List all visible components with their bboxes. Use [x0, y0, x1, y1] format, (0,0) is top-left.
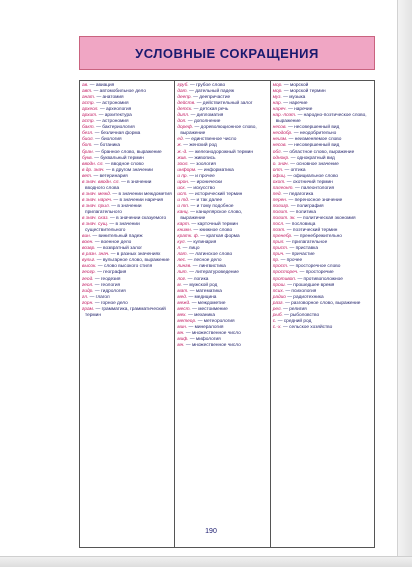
abbreviation-definition: — литературоведение	[187, 270, 239, 276]
abbreviation-definition: — лингвистика	[191, 264, 226, 270]
abbreviation-definition: — биология	[93, 137, 122, 143]
abbreviation-term: ирон.	[177, 179, 190, 185]
abbreviation-term: прист.	[272, 246, 289, 252]
abbreviation-definition: — мифология	[188, 336, 221, 342]
abbreviation-term: несов.	[272, 143, 287, 149]
abbreviation-definition: — искусство	[185, 185, 215, 191]
abbreviation-term: анат.	[82, 95, 96, 101]
abbreviation-term: мед.	[177, 294, 188, 300]
abbreviation-definition: — средний род	[276, 318, 312, 324]
abbreviation-definition: — грубое слово	[188, 83, 226, 88]
abbreviation-term: в знач. сказ.	[82, 216, 109, 222]
abbreviation-definition: — неизменяемое слово	[287, 137, 342, 143]
abbreviation-term: нареч.	[272, 107, 287, 113]
abbreviation-term: офиц.	[272, 173, 287, 179]
abbreviation-definition: — вульгарное слово, выражение	[95, 258, 170, 264]
abbreviation-definition: — зоология	[188, 161, 216, 167]
abbreviation-definition: — народно-поэтическое слово, выражение	[275, 113, 367, 125]
abbreviation-definition: — и прочее	[187, 173, 215, 179]
abbreviation-entry	[177, 125, 267, 137]
abbreviations-table	[79, 80, 375, 548]
page-number: 190	[205, 528, 217, 535]
abbreviation-definition: — однократный вид	[289, 155, 335, 161]
abbreviation-term: вин.	[82, 234, 92, 240]
abbreviation-entry	[82, 222, 172, 234]
abbreviation-term: мин.	[177, 324, 188, 330]
abbreviation-definition: — охотничий термин	[285, 179, 333, 185]
abbreviation-term: ж.	[177, 143, 182, 149]
abbreviation-term: книжн.	[177, 228, 193, 234]
page-title-banner	[79, 36, 375, 70]
abbreviation-term: ав.	[82, 83, 89, 88]
abbreviation-definition: — прилагательное	[284, 240, 328, 246]
abbreviation-definition: — астрономия	[94, 119, 129, 125]
abbreviation-definition: — междометие	[190, 300, 226, 306]
abbreviation-term: опт.	[272, 167, 284, 173]
abbreviation-definition: — ботаника	[92, 143, 121, 149]
abbreviation-term: муз.	[272, 95, 282, 101]
abbreviation-definition: — авиация	[88, 83, 115, 88]
abbreviation-definition: — информатика	[196, 167, 234, 173]
abbreviation-definition: — политика	[288, 209, 316, 215]
abbreviation-definition: — сельское хозяйство	[281, 324, 333, 330]
abbreviation-definition: — краткая форма	[199, 234, 240, 240]
abbreviation-term: палеонт.	[272, 185, 294, 191]
abbreviation-definition: — множественное число	[184, 330, 241, 336]
abbreviation-definition: — морской термин	[282, 89, 326, 95]
abbreviation-term: мех.	[177, 312, 187, 318]
abbreviation-definition: — действительный залог	[195, 101, 253, 107]
abbreviation-definition: — педагогика	[281, 191, 314, 197]
abbreviation-term: ист.	[177, 191, 188, 197]
abbreviation-term: лес.	[177, 258, 187, 264]
abbreviation-definition: — ветеринария	[92, 173, 128, 179]
abbreviation-definition: — лесное дело	[186, 258, 222, 264]
abbreviation-term: о. знач.	[272, 161, 289, 167]
abbreviation-term: дореф.	[177, 125, 194, 131]
abbreviation-term: противоп.	[272, 276, 297, 282]
abbreviation-definition: — исторический термин	[187, 191, 243, 197]
book-page-edge-bottom	[0, 556, 412, 567]
abbreviation-term: кратк. ф.	[177, 234, 200, 240]
abbreviation-term: межд.	[177, 300, 191, 306]
abbreviation-definition: — дореволюционное слово, выражение	[180, 125, 257, 137]
abbreviation-term: высок.	[82, 264, 97, 270]
abbreviation-definition: — политическая экономия	[295, 216, 356, 222]
abbreviation-definition: — мужской род	[181, 282, 218, 288]
abbreviation-term: астр.	[82, 101, 95, 107]
abbreviation-definition: — основное значение	[288, 161, 339, 167]
abbreviation-definition: — грамматика, грамматический термин	[85, 306, 166, 318]
abbreviation-definition: — палеонтология	[293, 185, 335, 191]
abbreviation-term: геогр.	[82, 270, 96, 276]
abbreviation-definition: — радиотехника	[285, 294, 324, 300]
abbreviation-definition: — геология	[93, 282, 121, 288]
abbreviation-definition: — множественное число	[184, 343, 241, 349]
abbreviation-term: деепр.	[177, 95, 192, 101]
abbreviation-term: л.	[177, 246, 182, 252]
abbreviation-term: поэт.	[272, 228, 286, 234]
abbreviation-term: лингв.	[177, 264, 192, 270]
abbreviation-definition: — карточный термин	[190, 222, 238, 228]
abbreviation-term: нар.	[272, 101, 282, 107]
abbreviation-definition: — несовершенный вид	[286, 125, 340, 131]
abbreviation-term: неизм.	[272, 137, 288, 143]
abbreviation-definition: — прочее	[279, 258, 303, 264]
abbreviation-definition: — география	[95, 270, 127, 276]
abbreviation-term: информ.	[177, 167, 197, 173]
abbreviation-term: карт.	[177, 222, 191, 228]
abbreviation-definition: — пренебрежительно	[292, 234, 342, 240]
abbreviation-term: лог.	[177, 276, 187, 282]
abbreviation-term: прич.	[272, 252, 285, 258]
abbreviation-term: пед.	[272, 191, 282, 197]
abbreviation-term: разг.	[272, 300, 284, 306]
abbreviation-term: в знач. прил.	[82, 203, 110, 209]
abbreviation-term: зоол.	[177, 161, 189, 167]
abbreviation-term: канц.	[177, 209, 189, 215]
abbreviation-term: гидр.	[82, 288, 94, 294]
book-page-edge	[397, 0, 412, 567]
abbreviation-term: рыб.	[272, 312, 283, 318]
abbreviation-definition: — областное слово, выражение	[281, 149, 355, 155]
abbreviation-term: охот.	[272, 179, 286, 185]
abbreviation-term: лат.	[177, 252, 188, 258]
abbreviation-term: прош.	[272, 282, 286, 288]
abbreviation-entry	[82, 204, 172, 216]
abbreviation-term: кул.	[177, 240, 186, 246]
abbreviation-term: дат.	[177, 89, 188, 95]
abbreviation-definition: — возвратный залог	[95, 246, 143, 252]
abbreviation-definition: — анатомия	[95, 95, 124, 101]
abbreviation-term: букв.	[82, 155, 93, 161]
abbreviation-term: мн.	[177, 330, 185, 336]
abbreviation-term: возвр.	[82, 246, 96, 252]
abbreviation-definition: — живопись	[187, 155, 216, 161]
abbreviation-definition: — бранное слово, выражение	[93, 149, 162, 155]
abbreviation-definition: — прошедшее время	[285, 282, 335, 288]
abbreviation-entry	[177, 343, 267, 349]
abbreviations-column-1	[80, 81, 175, 547]
abbreviation-term: в знач. сущ.	[82, 222, 109, 228]
abbreviation-definition: — дополнение	[186, 119, 221, 125]
abbreviation-definition: — официальное слово	[286, 173, 339, 179]
abbreviation-term: пренебр.	[272, 234, 293, 240]
abbreviation-definition: — дательный падеж	[187, 89, 235, 95]
abbreviation-term: и тп.	[177, 203, 190, 209]
abbreviation-definition: — астрономия	[94, 101, 129, 107]
abbreviation-term: рел.	[272, 306, 282, 312]
abbreviation-term: и тд.	[177, 197, 190, 203]
abbreviation-definition: — книжное слово	[192, 228, 233, 234]
abbreviation-definition: — наречие	[281, 101, 308, 107]
abbreviation-definition: — археология	[98, 107, 132, 113]
abbreviation-term: биол.	[82, 137, 94, 143]
abbreviation-term: псих.	[272, 288, 285, 294]
abbreviation-entry	[273, 113, 372, 125]
abbreviation-term: пр.	[272, 258, 280, 264]
abbreviation-term: в знач. вводн. сл.	[82, 179, 120, 185]
abbreviation-term: лит.	[177, 270, 188, 276]
abbreviation-term: перен.	[272, 197, 288, 203]
abbreviation-definition: — местоимение	[190, 306, 228, 312]
abbreviation-term: неодобр.	[272, 131, 293, 137]
abbreviation-term: ж.-д.	[177, 149, 188, 155]
abbreviation-term: груб.	[177, 83, 189, 88]
abbreviation-term: в знач. межд.	[82, 191, 112, 197]
abbreviation-definition: — в разных значениях	[109, 252, 161, 258]
abbreviation-term: прил.	[272, 240, 285, 246]
abbreviations-column-3	[271, 81, 374, 547]
abbreviation-definition: — музыка	[281, 95, 306, 101]
abbreviation-definition: — и тому подобное	[189, 203, 234, 209]
abbreviation-definition: — просторечное слово	[288, 264, 341, 270]
abbreviation-term: обл.	[272, 149, 282, 155]
abbreviation-definition: — гидрология	[93, 288, 126, 294]
abbreviation-term: несов.	[272, 125, 287, 131]
abbreviation-term: мн.	[177, 343, 185, 349]
abbreviation-definition: — безличная форма	[93, 131, 141, 137]
abbreviation-term: м.	[177, 282, 182, 288]
abbreviation-definition: — математика	[188, 288, 222, 294]
abbreviation-term: ед.	[177, 137, 184, 143]
abbreviation-term: нар.-поэт.	[272, 113, 297, 119]
abbreviation-term: полит.	[272, 209, 289, 215]
abbreviation-definition: — рыболовство	[282, 312, 320, 318]
page-title: УСЛОВНЫЕ СОКРАЩЕНИЯ	[135, 45, 319, 61]
abbreviation-definition: — горное дело	[93, 300, 128, 306]
abbreviation-term: вет.	[82, 173, 93, 179]
abbreviation-definition: — логика	[186, 276, 209, 282]
abbreviation-definition: — наречие	[286, 107, 313, 113]
abbreviation-definition: — минералогия	[187, 324, 224, 330]
abbreviation-term: безл.	[82, 131, 94, 137]
abbreviation-definition: — несовершенный вид	[286, 143, 340, 149]
abbreviation-definition: — поэтический термин	[285, 228, 338, 234]
abbreviation-term: астр.	[82, 119, 95, 125]
abbreviation-definition: — пословица	[284, 222, 316, 228]
abbreviation-entry	[82, 307, 172, 319]
abbreviation-definition: — неодобрительно	[292, 131, 337, 137]
abbreviation-definition: — архитектура	[97, 113, 132, 119]
abbreviation-term: архит.	[82, 113, 98, 119]
abbreviation-term: с.	[272, 318, 277, 324]
abbreviation-term: доп.	[177, 119, 187, 125]
abbreviation-definition: — железнодорожный термин	[187, 149, 253, 155]
abbreviation-definition: — женский род	[181, 143, 217, 149]
abbreviation-term: посл.	[272, 222, 285, 228]
abbreviation-definition: — механика	[186, 312, 216, 318]
abbreviation-term: прост.	[272, 264, 289, 270]
abbreviation-definition: — буквальный термин	[92, 155, 144, 161]
abbreviation-definition: — противоположное	[296, 276, 343, 282]
abbreviation-definition: — метеорология	[196, 318, 235, 324]
abbreviation-definition: — бактериология	[94, 125, 135, 131]
abbreviation-entry	[177, 210, 267, 222]
abbreviation-term: воен.	[82, 240, 94, 246]
abbreviation-term: гл.	[82, 294, 89, 300]
abbreviation-definition: — переносное значение	[287, 197, 343, 203]
abbreviation-term: бакт.	[82, 125, 95, 131]
abbreviation-definition: — медицина	[187, 294, 217, 300]
abbreviation-definition: — психология	[284, 288, 317, 294]
abbreviation-definition: — просторечие	[298, 270, 334, 276]
abbreviation-definition: — дипломатия	[189, 113, 224, 119]
abbreviation-definition: — морской	[282, 83, 309, 88]
abbreviation-definition: — винительный падеж	[91, 234, 143, 240]
abbreviation-term: дипл.	[177, 113, 190, 119]
abbreviation-definition: — в значении вводного слова	[85, 179, 152, 191]
abbreviation-term: в разн. знач.	[82, 252, 110, 258]
abbreviation-term: однокр.	[272, 155, 290, 161]
abbreviation-definition: — слово высокого стиля	[96, 264, 153, 270]
abbreviation-term: детск.	[177, 107, 193, 113]
abbreviation-definition: — приставка	[288, 246, 318, 252]
abbreviation-term: авт.	[82, 89, 93, 95]
abbreviation-definition: — религия	[281, 306, 307, 312]
abbreviation-definition: — автомобильное дело	[92, 89, 146, 95]
abbreviation-term: жив.	[177, 155, 188, 161]
abbreviation-term: мор.	[272, 89, 283, 95]
abbreviation-term: мат.	[177, 288, 189, 294]
abbreviation-definition: — единственное число	[183, 137, 237, 143]
abbreviation-definition: — вводное слово	[103, 161, 144, 167]
abbreviation-term: в др. знач.	[82, 167, 105, 173]
abbreviation-term: миф.	[177, 336, 189, 342]
abbreviation-definition: — геодезия	[93, 276, 121, 282]
abbreviation-definition: — причастие	[284, 252, 315, 258]
abbreviation-entry	[273, 325, 372, 331]
abbreviation-term: иск.	[177, 185, 186, 191]
abbreviation-term: бот.	[82, 143, 93, 149]
abbreviation-term: вульг.	[82, 258, 96, 264]
abbreviation-term: геол.	[82, 282, 94, 288]
abbreviation-term: метеор.	[177, 318, 197, 324]
abbreviation-definition: — разговорное слово, выражение	[283, 300, 361, 306]
abbreviation-definition: — полиграфия	[289, 203, 324, 209]
abbreviation-definition: — и так далее	[189, 197, 223, 203]
abbreviation-term: грам.	[82, 306, 95, 312]
abbreviation-definition: — кулинария	[185, 240, 217, 246]
abbreviation-term: и пр.	[177, 173, 188, 179]
abbreviation-term: геод.	[82, 276, 94, 282]
abbreviation-definition: — лицо	[181, 246, 200, 252]
abbreviation-definition: — в значении существительного	[85, 222, 140, 234]
abbreviation-definition: — деепричастие	[191, 95, 231, 101]
abbreviation-entry	[82, 180, 172, 192]
abbreviation-term: мест.	[177, 306, 191, 312]
abbreviation-definition: — канцелярское слово, выражение	[180, 209, 243, 222]
abbreviation-term: простореч.	[272, 270, 299, 276]
abbreviation-definition: — латинское слово	[187, 252, 233, 258]
abbreviation-term: горн.	[82, 300, 94, 306]
abbreviation-term: вводн. сл.	[82, 161, 104, 167]
abbreviation-definition: — в значении междометия	[111, 191, 172, 197]
abbreviation-term: полигр.	[272, 203, 290, 209]
abbreviation-definition: — военное дело	[93, 240, 132, 246]
abbreviations-column-2	[175, 81, 270, 547]
abbreviation-term: бран.	[82, 149, 94, 155]
abbreviation-definition: — в другом значении	[104, 167, 153, 173]
abbreviation-term: мор.	[272, 83, 283, 88]
abbreviation-definition: — иронически	[189, 179, 223, 185]
abbreviation-definition: — в значении сказуемого	[108, 216, 167, 222]
abbreviation-term: с.-х.	[272, 324, 282, 330]
abbreviation-term: археол.	[82, 107, 99, 113]
abbreviation-definition: — оптика	[283, 167, 306, 173]
abbreviation-definition: — в значении наречия	[112, 197, 164, 203]
abbreviation-definition: — детская речь	[192, 107, 229, 113]
abbreviation-term: действ.	[177, 101, 196, 107]
abbreviation-definition: — глагол	[88, 294, 110, 300]
abbreviation-term: радио	[272, 294, 286, 300]
abbreviation-term: полит. эк.	[272, 216, 296, 222]
abbreviation-term: в знач. нареч.	[82, 197, 113, 203]
abbreviation-definition: — в значении прилагательного	[85, 203, 142, 215]
